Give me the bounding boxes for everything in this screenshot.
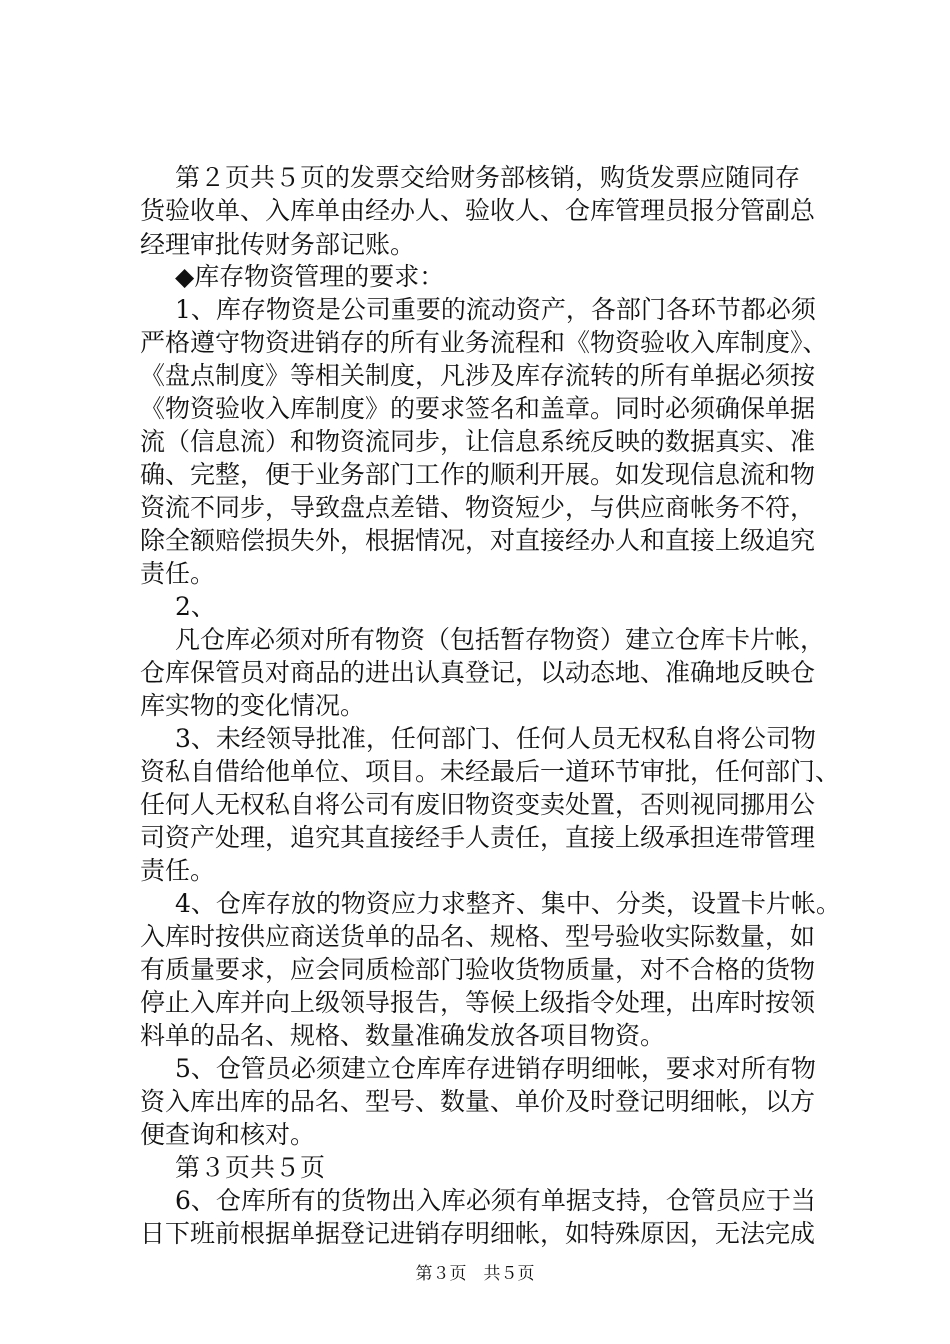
text-line: 除全额赔偿损失外，根据情况，对直接经办人和直接上级追究: [140, 526, 816, 555]
text-line: 资流不同步，导致盘点差错、物资短少，与供应商帐务不符，: [140, 493, 816, 522]
text-line: 料单的品名、规格、数量准确发放各项目物资。: [140, 1021, 666, 1050]
text-line: 便查询和核对。: [140, 1120, 316, 1149]
text-line: 《物资验收入库制度》的要求签名和盖章。同时必须确保单据: [140, 394, 816, 423]
section-heading: ◆库存物资管理的要求：: [175, 262, 445, 291]
page-footer: 第３页 共５页: [415, 1264, 535, 1284]
text-line: 任何人无权私自将公司有废旧物资变卖处置，否则视同挪用公: [140, 790, 816, 819]
text-line: 责任。: [140, 856, 216, 885]
text-line: 有质量要求，应会同质检部门验收货物质量，对不合格的货物: [140, 955, 816, 984]
text-line: 经理审批传财务部记账。: [140, 230, 416, 259]
text-line: 库实物的变化情况。: [140, 691, 366, 720]
text-line: 5、仓管员必须建立仓库库存进销存明细帐，要求对所有物: [175, 1054, 816, 1083]
text-line: 确、完整，便于业务部门工作的顺利开展。如发现信息流和物: [140, 460, 816, 489]
text-line: 1、库存物资是公司重要的流动资产，各部门各环节都必须: [175, 295, 816, 324]
text-line: 入库时按供应商送货单的品名、规格、型号验收实际数量，如: [140, 922, 816, 951]
text-line: 停止入库并向上级领导报告，等候上级指令处理，出库时按领: [140, 988, 816, 1017]
inline-page-marker: 第３页共５页: [175, 1153, 326, 1182]
text-line: 流（信息流）和物资流同步，让信息系统反映的数据真实、准: [140, 427, 816, 456]
text-line: 资私自借给他单位、项目。未经最后一道环节审批，任何部门、: [140, 757, 840, 786]
text-line: 仓库保管员对商品的进出认真登记，以动态地、准确地反映仓: [140, 658, 816, 687]
text-line: 严格遵守物资进销存的所有业务流程和《物资验收入库制度》、: [140, 328, 828, 357]
text-line: 第２页共５页的发票交给财务部核销，购货发票应随同存: [175, 163, 801, 192]
text-line: 3、未经领导批准，任何部门、任何人员无权私自将公司物: [175, 724, 816, 753]
text-line: 4、仓库存放的物资应力求整齐、集中、分类，设置卡片帐。: [175, 889, 841, 918]
text-line: 司资产处理，追究其直接经手人责任，直接上级承担连带管理: [140, 823, 816, 852]
text-line: 责任。: [140, 559, 216, 588]
text-line: 资入库出库的品名、型号、数量、单价及时登记明细帐，以方: [140, 1087, 816, 1116]
text-line: 《盘点制度》等相关制度，凡涉及库存流转的所有单据必须按: [140, 361, 816, 390]
text-line: 6、仓库所有的货物出入库必须有单据支持，仓管员应于当: [175, 1186, 816, 1215]
text-line: 日下班前根据单据登记进销存明细帐，如特殊原因，无法完成: [140, 1219, 816, 1248]
text-line: 货验收单、入库单由经办人、验收人、仓库管理员报分管副总: [140, 196, 816, 225]
text-line: 凡仓库必须对所有物资（包括暂存物资）建立仓库卡片帐，: [175, 625, 826, 654]
text-line: 2、: [175, 592, 216, 621]
